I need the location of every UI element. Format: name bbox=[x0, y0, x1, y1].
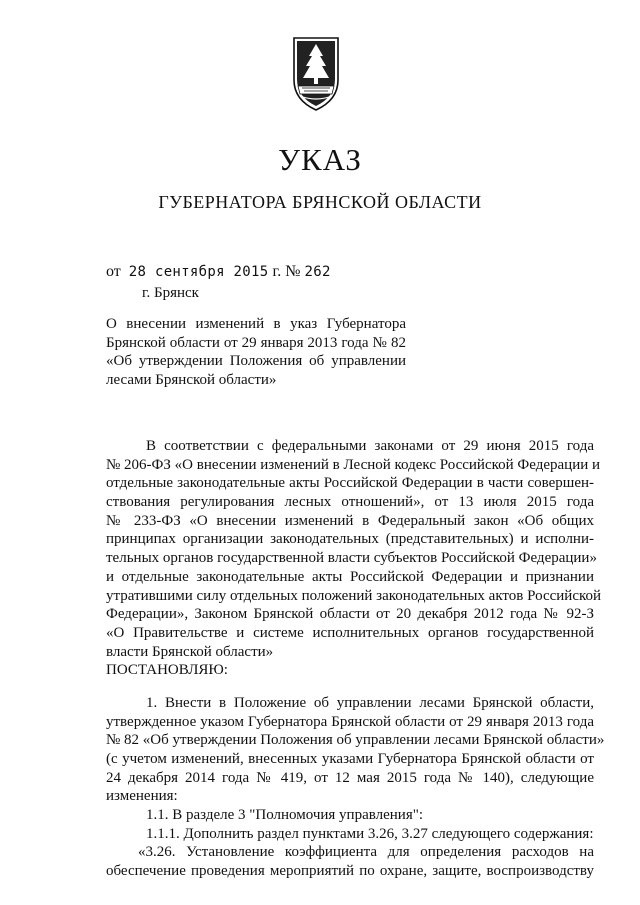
preamble-line: отдельные законодательные акты Российской Федерации в части совершен- bbox=[106, 475, 594, 492]
item-line: 1. Внести в Положение об управлении лесами Брянской области, bbox=[146, 694, 594, 711]
decree-number: 262 bbox=[304, 264, 331, 280]
item-line: 24 декабря 2014 года № 419, от 12 мая 2015 года № 140), следующие bbox=[106, 769, 594, 786]
item-line: утвержденное указом Губернатора Брянской области от 29 января 2013 года bbox=[106, 713, 594, 730]
item-3-26-line: обеспечение проведения мероприятий по охране, защите, воспроизводству bbox=[106, 863, 594, 880]
subject-line: «Об утверждении Положения об управлении bbox=[106, 353, 406, 370]
preamble-line: ствования регулирования лесных отношений», от 13 июля 2015 года bbox=[106, 494, 594, 511]
subject-line: О внесении изменений в указ Губернатора bbox=[106, 316, 406, 332]
resolve-heading: ПОСТАНОВЛЯЮ: bbox=[106, 662, 228, 679]
preamble-line: № 206-ФЗ «О внесении изменений в Лесной кодекс Российской Федерации и bbox=[106, 456, 601, 473]
number-sign: № bbox=[285, 263, 301, 280]
item-3-26-line: «3.26. Установление коэффициента для определения расходов на bbox=[138, 844, 594, 861]
subject-line: лесами Брянской области» bbox=[106, 372, 277, 389]
subitem-1-1-1: 1.1.1. Дополнить раздел пунктами 3.26, 3.27 следующего содержания: bbox=[146, 825, 594, 842]
item-line: изменения: bbox=[106, 788, 178, 805]
preamble-line: Федерации», Законом Брянской области от 20 декабря 2012 года № 92-З bbox=[106, 606, 594, 623]
decree-body bbox=[106, 437, 605, 881]
preamble-line: власти Брянской области» bbox=[106, 643, 274, 660]
decree-date: 28 сентября 2015 bbox=[128, 264, 269, 280]
decree-date-number bbox=[106, 263, 331, 281]
preamble-line: тельных органов государственной власти субъектов Российской Федерации» bbox=[106, 550, 597, 567]
document-subtitle: ГУБЕРНАТОРА БРЯНСКОЙ ОБЛАСТИ bbox=[158, 192, 482, 212]
subject-line: Брянской области от 29 января 2013 года № 82 bbox=[106, 334, 406, 351]
document-title: УКАЗ bbox=[278, 142, 362, 177]
decree-city: г. Брянск bbox=[142, 285, 199, 301]
preamble-line: и отдельные законодательные акты Российской Федерации и признании bbox=[106, 568, 594, 585]
item-line: (с учетом изменений, внесенных указами Губернатора Брянской области от bbox=[106, 751, 594, 767]
preamble-line: В соответствии с федеральными законами от 29 июня 2015 года bbox=[146, 438, 594, 454]
preamble-line: утратившими силу отдельных положений законодательных актов Российской bbox=[106, 587, 602, 604]
decree-subject bbox=[106, 315, 406, 390]
preamble-line: «О Правительстве и системе исполнительных органов государственной bbox=[106, 624, 594, 641]
year-suffix: г. bbox=[272, 263, 282, 280]
preamble-line: № 233-ФЗ «О внесении изменений в Федеральный закон «Об общих bbox=[106, 512, 594, 529]
date-prefix: от bbox=[106, 263, 121, 280]
preamble-line: принципах организации законодательных (представительных) и исполни- bbox=[106, 531, 594, 548]
item-line: № 82 «Об утверждении Положения об управлении лесами Брянской области» bbox=[106, 732, 605, 749]
subitem-1-1: 1.1. В разделе 3 "Полномочия управления": bbox=[146, 807, 424, 824]
bryansk-coat-of-arms-icon bbox=[292, 36, 340, 114]
